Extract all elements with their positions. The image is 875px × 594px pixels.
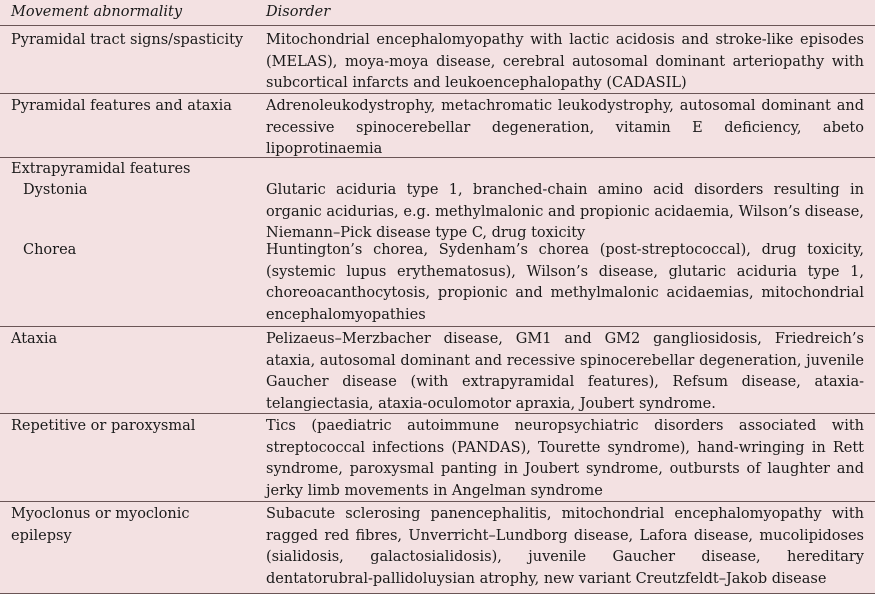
- table-row: [0, 158, 875, 180]
- row-label: Extrapyramidal features: [11, 161, 191, 177]
- row-label: Repetitive or paroxysmal: [11, 418, 196, 434]
- row-label: Myoclonus or myoclonic epilepsy: [11, 506, 190, 544]
- table-row: [0, 327, 875, 414]
- row-label: Dystonia: [23, 182, 88, 198]
- table-header: [0, 0, 875, 26]
- table-row: [0, 94, 875, 158]
- row-label: Pyramidal features and ataxia: [11, 98, 232, 114]
- table-row: [0, 26, 875, 94]
- row-disorders: Glutaric aciduria type 1, branched-chain amino acid disorders resulting in organic acidurias, e.g. methylmalonic and propionic acidaemia, Wilson’s disease, Niemann–Pick disease type C, drug toxicity: [266, 182, 864, 241]
- table-row: [0, 240, 875, 327]
- row-disorders: Tics (paediatric autoimmune neuropsychiatric disorders associated with streptococcal infections (PANDAS), Tourette syndrome), hand-wringing in Rett syndrome, paroxysmal panting in Joubert syndrome, outbursts of laughter and jerky limb movements in Angelman syndrome: [266, 418, 864, 499]
- row-disorders: Pelizaeus–Merzbacher disease, GM1 and GM2 gangliosidosis, Friedreich’s ataxia, autosomal dominant and recessive spinocerebellar degeneration, juvenile Gaucher disease (with extrapyramidal features), Refsum disease, ataxia-telangiectasia, ataxia-oculomotor apraxia, Joubert syndrome.: [266, 331, 864, 412]
- row-label: Ataxia: [11, 331, 58, 347]
- row-label: Pyramidal tract signs/spasticity: [11, 32, 244, 48]
- row-label: Chorea: [23, 242, 77, 258]
- header-disorder: Disorder: [266, 4, 331, 20]
- row-disorders: Mitochondrial encephalomyopathy with lactic acidosis and stroke-like episodes (MELAS), moya-moya disease, cerebral autosomal dominant arteriopathy with subcortical infarcts and leukoencephalopathy (CADASIL): [266, 32, 864, 91]
- table-row: [0, 414, 875, 502]
- row-disorders: Subacute sclerosing panencephalitis, mitochondrial encephalomyopathy with ragged red fibres, Unverricht–Lundborg disease, Lafora disease, mucolipidoses (sialidosis, galactosialidosis), juvenile Gaucher disease, hereditary dentatorubral-pallidoluysian atrophy, new variant Creutzfeldt–Jakob disease: [266, 506, 864, 587]
- table-row: [0, 502, 875, 593]
- row-disorders: Adrenoleukodystrophy, metachromatic leukodystrophy, autosomal dominant and recessive spinocerebellar degeneration, vitamin E deficiency, abeto lipoprotinaemia: [266, 98, 864, 157]
- table-row: [0, 180, 875, 240]
- header-movement-abnormality: Movement abnormality: [11, 4, 183, 20]
- row-disorders: Huntington’s chorea, Sydenham’s chorea (post-streptococcal), drug toxicity, (systemic lupus erythematosus), Wilson’s disease, glutaric aciduria type 1, choreoacanthocytosis, propionic and methylmalonic acidaemias, mitochondrial encephalomyopathies: [266, 242, 864, 323]
